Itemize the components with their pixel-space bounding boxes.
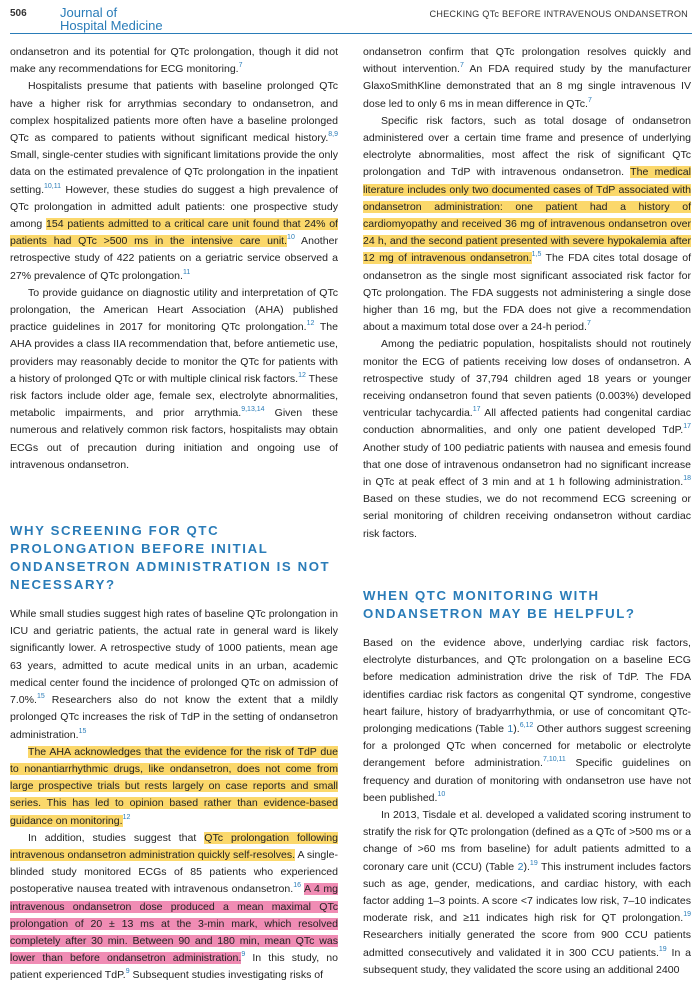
journal-logo-bottom: Hospital Medicine [60,18,163,33]
citation[interactable]: 8,9 [328,131,338,139]
right-column [363,44,691,979]
citation[interactable]: 11 [182,268,191,276]
citation[interactable]: 9 [125,968,130,976]
journal-logo-top: Journal of [60,5,118,20]
citation[interactable]: 1,5 [531,251,542,259]
citation[interactable]: 19 [529,859,538,867]
citation[interactable]: 10 [287,234,295,242]
section-heading: WHY SCREENING FOR QTC PROLONGATION BEFORE INITIAL ONDANSETRON ADMINISTRATION IS NOT NECESSARY? [10,523,331,593]
paragraph: In 2013, Tisdale et al. developed a validated scoring instrument to stratify the risk for QTc prolongation (defined as a QTc of >500 ms or a change of >60 ms from baseline) for adult patients admitted to a coronary care unit (CCU) (Table 2).$^{19}$ This instrument includes factors such as age, gender, medications, and cardiac history, with each factor adding 1–3 points. A score <7 indicates low risk, 7–10 indicates moderate risk, and ≥11 indicates high risk for QT prolongation.$^{19}$ Researchers initially generated the score from 900 CCU patients admitted consecutively and validated it in 300 CCU patients.$^{19}$ In a subsequent study, they validated the score using an additional 2400 [363,808,691,976]
citation[interactable]: 19 [658,945,667,953]
page-header [0,0,700,36]
citation[interactable]: 16 [293,882,302,890]
paragraph: Among the pediatric population, hospitalists should not routinely monitor the ECG of patients receiving low doses of ondansetron. A retrospective study of 37,794 children aged 18 years or younger receiving ondansetron found that seven patients (0.003%) developed ventricular tachycardia.$^{17}$ All affected patients had congenital cardiac conduction abnormalities, and only one patient developed TdP.$^{17}$ Another study of 100 pediatric patients with nausea and emesis found that one dose of intravenous ondansetron had no significant increase in QTc at peak effect of 3 min and at 1 h following administration.$^{18}$ Based on these studies, we do not recommend ECG screening or serial monitoring of children receiving ondansetron without cardiac risk factors. [363,338,691,540]
citation[interactable]: 6,12 [519,721,534,729]
paragraph: ondansetron and its potential for QTc prolongation, though it did not make any recommendations for ECG monitoring.$^7$ [10,46,338,76]
citation[interactable]: 7 [586,320,591,328]
citation[interactable]: 12 [298,371,306,379]
citation[interactable]: 7 [459,62,464,70]
citation[interactable]: 9 [241,951,246,959]
highlight-yellow: QTc prolongation following intravenous ondansetron administration quickly self-resolves. [10,831,338,861]
citation[interactable]: 15 [78,727,87,735]
paragraph: Specific risk factors, such as total dosage of ondansetron administered over a certain time frame and presence of underlying electrolyte abnormalities, most affect the risk of significant QTc prolongation and TdP with intravenous ondansetron. The medical literature includes only two documented cases of TdP associated with ondansetron administration: one patient had a history of cardiomyopathy and received 36 mg of intravenous ondansetron over 24 h, and the second patient presented with severe hypokalemia after 12 mg of intravenous ondansetron.$^{1,5}$ The FDA cites total dosage of ondansetron as the single most significant associated risk factor for QTc prolongation. The FDA suggests not administering a single dose higher than 16 mg, but the FDA does not give a recommendation about a maximum total dose over a 24-h period.$^7$ [363,114,692,334]
citation[interactable]: 9,13,14 [241,406,265,414]
page-number: 506 [10,8,27,19]
section-heading: WHEN QTC MONITORING WITH ONDANSETRON MAY BE HELPFUL? [363,587,636,621]
citation[interactable]: 19 [683,911,691,919]
running-head: CHECKING QTc BEFORE INTRAVENOUS ONDANSETRON [429,9,688,19]
highlight-yellow: The AHA acknowledges that the evidence for the risk of TdP due to nonantiarrhythmic drugs, like ondansetron, does not come from large prospective trials but rests largely on case reports and small series. This has led to opinion based rather than evidence-based guidance on monitoring. [10,745,338,827]
citation[interactable]: 7 [238,62,243,70]
paragraph [10,744,338,830]
table-link[interactable]: 2 [517,860,524,873]
citation[interactable]: 10 [437,790,446,798]
table-link[interactable]: 1 [507,722,514,735]
paragraph: To provide guidance on diagnostic utility and interpretation of QTc prolongation, the American Heart Association (AHA) published practice guidelines in 2017 for monitoring QTc prolongation.$^{12}$ The AHA provides a class IIA recommendation that, before antiemetic use, providers may reasonably decide to monitor the QTc for patients with a history of prolonged QTc or with multiple clinical risk factors.$^{12}$ These risk factors include older age, female sex, electrolyte abnormalities, metabolic impairments, and prior arrythmia.$^{9,13,14}$ Given these numerous and relatively common risk factors, hospitalists may obtain ECGs out of precaution during initiation and ongoing use of intravenous ondansetron. [10,286,338,471]
header-rule [10,33,692,34]
citation[interactable]: 15 [36,693,45,701]
citation[interactable]: 10,11 [44,182,62,190]
paragraph: While small studies suggest high rates of baseline QTc prolongation in ICU and geriatric patients, the actual rate in general ward is likely significantly lower. A retrospective study of 1000 patients, mean age 63 years, admitted to acute medical units in an urban, academic medical center found the incidence of prolonged QTc on admission of 7.0%.$^{15}$ Researchers also do not know the extent that a mildly prolonged QTc increases the risk of TdP in the setting of ondansetron administration.$^{15}$ [10,608,338,741]
highlight-pink: A 4 mg intravenous ondansetron dose produced a mean maximal QTc prolongation of 20 ± 13 ms at the 3-min mark, which resolved completely after 30 min. Between 90 and 180 min, mean QTc was lower than before ondansetron administration. [10,883,338,965]
paragraph: Hospitalists presume that patients with baseline prolonged QTc have a higher risk for arrythmias secondary to ondansetron, and complex hospitalized patients more often have a baseline prolonged QTc as compared to patients without significant medical history.$^{8,9}$ Small, single-center studies with significant limitations provide the only data on the estimated prevalence of QTc prolongation in the inpatient setting.$^{10,11}$ However, these studies do suggest a high prevalence of QTc prolongation in admitted adult patients: one prospective study among 154 patients admitted to a critical care unit found that 24% of patients had QTc >500 ms in the intensive care unit.$^{10}$ Another retrospective study of 422 patients on a geriatric service observed a 27% prevalence of QTc prolongation.$^{11}$ [10,80,338,282]
paragraph: In addition, studies suggest that QTc prolongation following intravenous ondansetron administration quickly self-resolves. A single-blinded study monitored ECGs of 85 patients who experienced postoperative nausea treated with intravenous ondansetron.$^{16}$ A 4 mg intravenous ondansetron dose produced a mean maximal QTc prolongation of 20 ± 13 ms at the 3-min mark, which resolved completely after 30 min. Between 90 and 180 min, mean QTc was lower than before ondansetron administration.$^9$ In this study, no patient experienced TdP.$^9$ Subsequent studies investigating risks of [10,831,338,982]
citation[interactable]: 18 [683,475,691,483]
citation[interactable]: 12 [122,813,131,821]
citation[interactable]: 12 [306,320,315,328]
paragraph: ondansetron confirm that QTc prolongation resolves quickly and without intervention.$^7$ An FDA required study by the manufacturer GlaxoSmithKline demonstrated that an 8 mg single intravenous IV dose led to only 6 ms in mean difference in QTc.$^7$ [363,46,692,110]
citation[interactable]: 7,10,11 [542,756,566,764]
citation[interactable]: 17 [472,406,481,414]
highlight-yellow: The medical literature includes only two documented cases of TdP associated with ondansetron administration: one patient had a history of cardiomyopathy and received 36 mg of intravenous ondansetron over 24 h, and the second patient presented with severe hypokalemia after 12 mg of intravenous ondansetron. [363,166,692,265]
paragraph: Based on the evidence above, underlying cardiac risk factors, electrolyte disturbances, and QTc prolongation on a baseline ECG before medication administration drive the risk of TdP. The FDA identifies cardiac risk factors as congenital QT syndrome, congestive heart failure, history of bradyarrhythmia, or use of concomitant QTc-prolonging medications (Table 1).$^{6,12}$ Other authors suggest screening for a prolonged QTc when concerned for metabolic or electrolyte derangement before administration.$^{7,10,11}$ Specific guidelines on frequency and duration of monitoring with ondansetron use have not been published.$^{10}$ [363,636,691,804]
left-column [10,44,338,985]
highlight-yellow: 154 patients admitted to a critical care unit found that 24% of patients had QTc >500 ms in the intensive care unit. [10,218,338,248]
citation[interactable]: 17 [683,423,691,431]
citation[interactable]: 7 [587,96,592,104]
